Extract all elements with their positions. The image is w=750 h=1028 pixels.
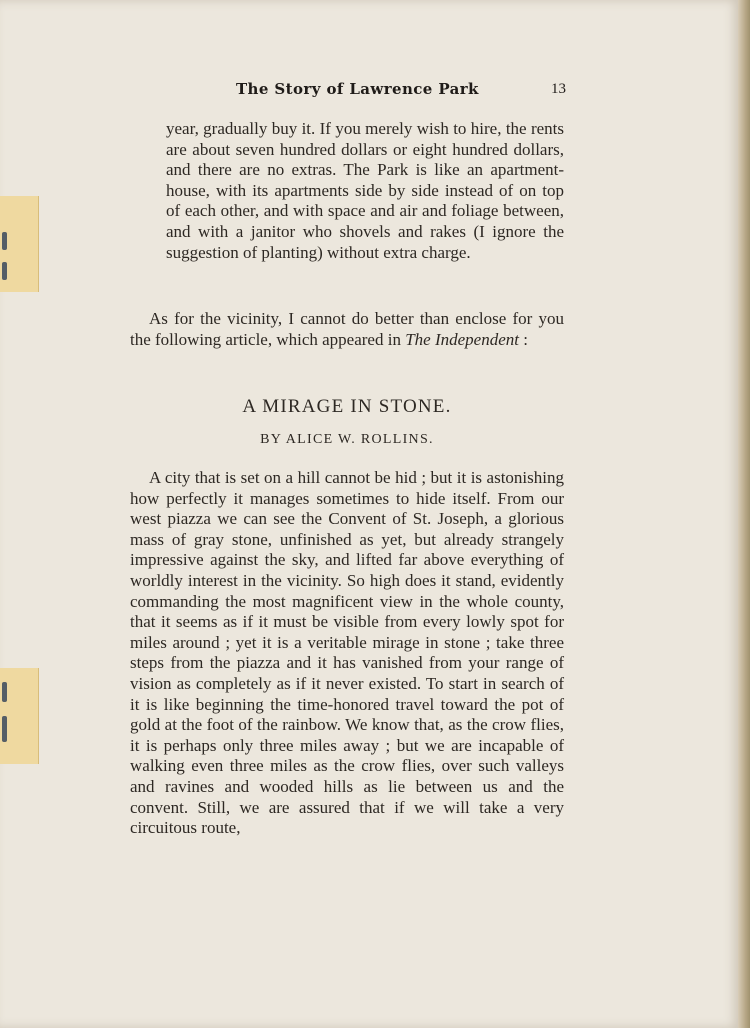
binding-mark — [2, 682, 7, 702]
intro-end: : — [519, 329, 528, 349]
article-byline: BY ALICE W. ROLLINS. — [260, 432, 434, 447]
article-paragraph: A city that is set on a hill cannot be hid ; but it is astonishing how perfectly it manages sometimes to hide itself. From our west piazza we can see the Convent of St. Joseph, a glorious mass of gray stone, unfinished as yet, but already strangely impressive against the sky, and lifted far above everything of worldly interest in the vicinity. So high does it stand, evidently commanding the most magnificent view in the whole county, that it seems as if it must be visible from every lowly spot for miles around ; yet it is a veritable mirage in stone ; take three steps from the piazza and it has vanished from your range of vision as completely as if it never existed. To start in search of it is like beginning the time-honored travel toward the pot of gold at the foot of the rainbow. We know that, as the crow flies, it is perhaps only three miles away ; but we are incapable of walking even three miles as the crow flies, over such valleys and ravines and wooded hills as lie between us and the convent. Still, we are assured that if we will take a very circuitous route, — [130, 468, 564, 838]
binding-mark — [2, 716, 7, 742]
paper-tab-lower — [0, 668, 39, 764]
continuation-paragraph: year, gradually buy it. If you merely wish to hire, the rents are about seven hundred dollars or eight hundred dollars, and there are no extras. The Park is like an apartment-house, with its apartments side by side instead of on top of each other, and with space and air and foliage between, and with a janitor who shovels and rakes (I ignore the suggestion of planting) without extra charge. — [166, 119, 564, 262]
binding-mark — [2, 232, 7, 250]
paper-tab-upper — [0, 196, 39, 292]
publication-name: The Independent — [405, 329, 519, 349]
page-edge — [738, 0, 750, 1028]
running-header — [236, 80, 566, 102]
intro-paragraph — [130, 309, 564, 350]
running-title: The Story of Lawrence Park — [236, 80, 479, 98]
article-title: A MIRAGE IN STONE. — [242, 396, 452, 417]
intro-text: As for the vicinity, I cannot do better than enclose for you the following article, which appeared in — [130, 309, 564, 349]
binding-mark — [2, 262, 7, 280]
page-number: 13 — [551, 81, 566, 97]
